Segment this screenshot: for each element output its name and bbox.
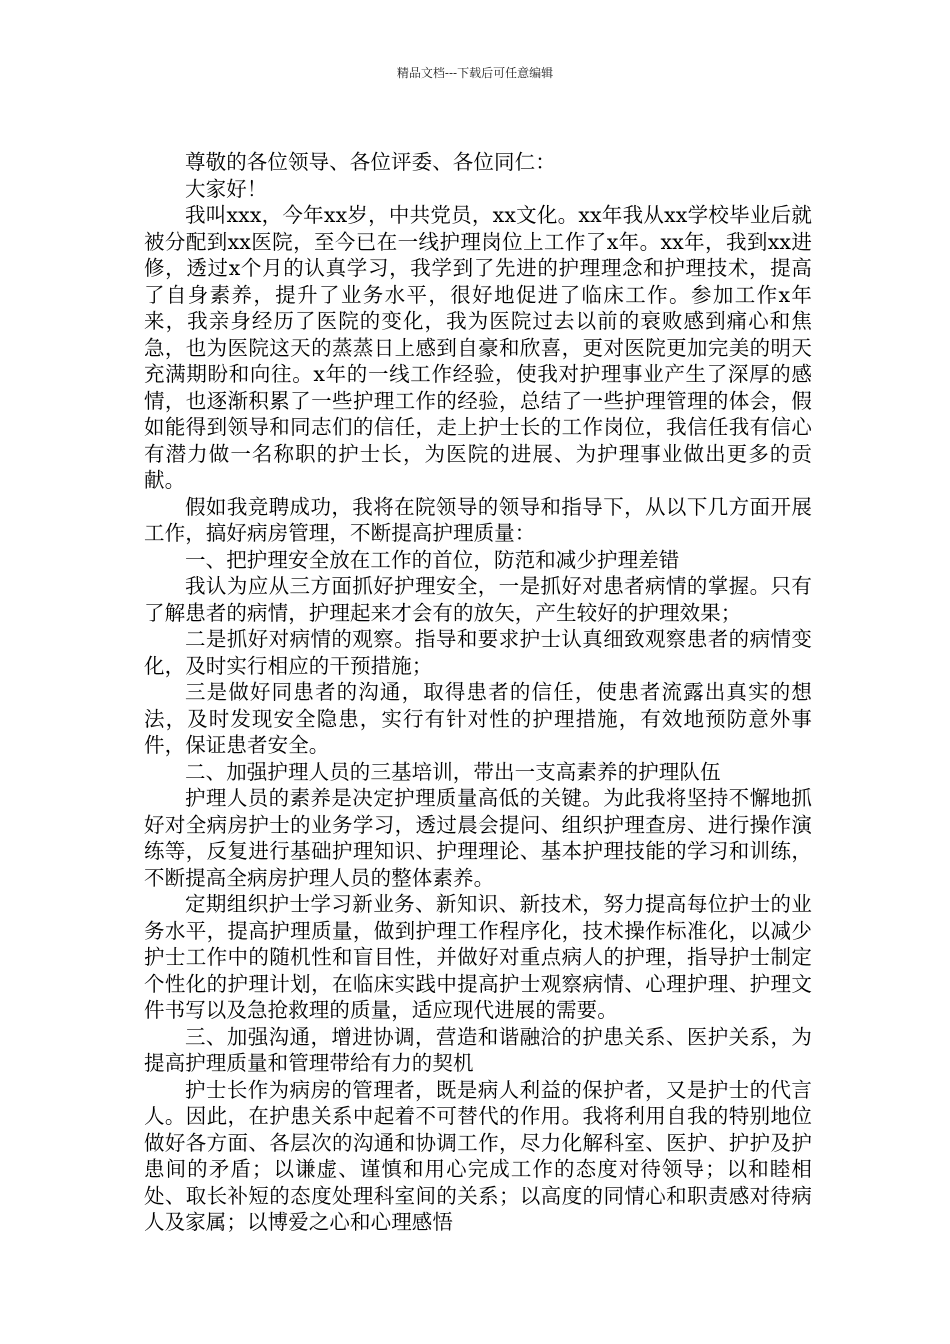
paragraph: 二是抓好对病情的观察。指导和要求护士认真细致观察患者的病情变化，及时实行相应的干预措施；	[144, 627, 812, 678]
salutation: 尊敬的各位领导、各位评委、各位同仁：	[185, 150, 556, 174]
paragraph-plan-intro: 假如我竞聘成功，我将在院领导的领导和指导下，从以下几方面开展工作，搞好病房管理，不断提高护理质量：	[144, 494, 812, 545]
paragraph-introduction: 我叫xxx，今年xx岁，中共党员，xx文化。xx年我从xx学校毕业后就被分配到xx医院，至今已在一线护理岗位上工作了x年。xx年，我到xx进修，透过x个月的认真学习，我学到了先进的护理理念和护理技术，提高了自身素养，提升了业务水平，很好地促进了临床工作。参加工作x年来，我亲身经历了医院的变化，我为医院过去以前的衰败感到痛心和焦急，也为医院这天的蒸蒸日上感到自豪和欣喜，更对医院更加完美的明天充满期盼和向往。x年的一线工作经验，使我对护理事业产生了深厚的感情，也逐渐积累了一些护理工作的经验，总结了一些护理管理的体会，假如能得到领导和同志们的信任，走上护士长的工作岗位，我信任我有信心有潜力做一名称职的护士长，为医院的进展、为护理事业做出更多的贡献。	[144, 203, 812, 492]
section-heading-3: 三、加强沟通，增进协调，营造和谐融洽的护患关系、医护关系，为提高护理质量和管理带给有力的契机	[144, 1024, 812, 1075]
paragraph: 我认为应从三方面抓好护理安全，一是抓好对患者病情的掌握。只有了解患者的病情，护理起来才会有的放矢，产生较好的护理效果；	[144, 574, 812, 625]
section-heading-2: 二、加强护理人员的三基培训，带出一支高素养的护理队伍	[185, 759, 721, 784]
paragraph: 三是做好同患者的沟通，取得患者的信任，使患者流露出真实的想法，及时发现安全隐患，实行有针对性的护理措施，有效地预防意外事件，保证患者安全。	[144, 680, 812, 757]
paragraph: 护理人员的素养是决定护理质量高低的关键。为此我将坚持不懈地抓好对全病房护士的业务学习，透过晨会提问、组织护理查房、进行操作演练等，反复进行基础护理知识、护理理论、基本护理技能的学习和训练，不断提高全病房护理人员的整体素养。	[144, 786, 812, 890]
section-heading-1: 一、把护理安全放在工作的首位，防范和减少护理差错	[185, 547, 680, 572]
greeting: 大家好！	[185, 176, 268, 201]
page-header: 精品文档---下载后可任意编辑	[396, 66, 554, 80]
document-body	[144, 149, 812, 1236]
paragraph: 护士长作为病房的管理者，既是病人利益的保护者，又是护士的代言人。因此，在护患关系中起着不可替代的作用。我将利用自我的特别地位做好各方面、各层次的沟通和协调工作，尽力化解科室、医护、护护及护患间的矛盾；以谦虚、谨慎和用心完成工作的态度对待领导；以和睦相处、取长补短的态度处理科室间的关系；以高度的同情心和职责感对待病人及家属；以博爱之心和心理感悟	[144, 1077, 812, 1234]
paragraph: 定期组织护士学习新业务、新知识、新技术，努力提高每位护士的业务水平，提高护理质量，做到护理工作程序化，技术操作标准化，以减少护士工作中的随机性和盲目性，并做好对重点病人的护理，指导护士制定个性化的护理计划，在临床实践中提高护士观察病情、心理护理、护理文件书写以及急抢救理的质量，适应现代进展的需要。	[144, 892, 812, 1022]
